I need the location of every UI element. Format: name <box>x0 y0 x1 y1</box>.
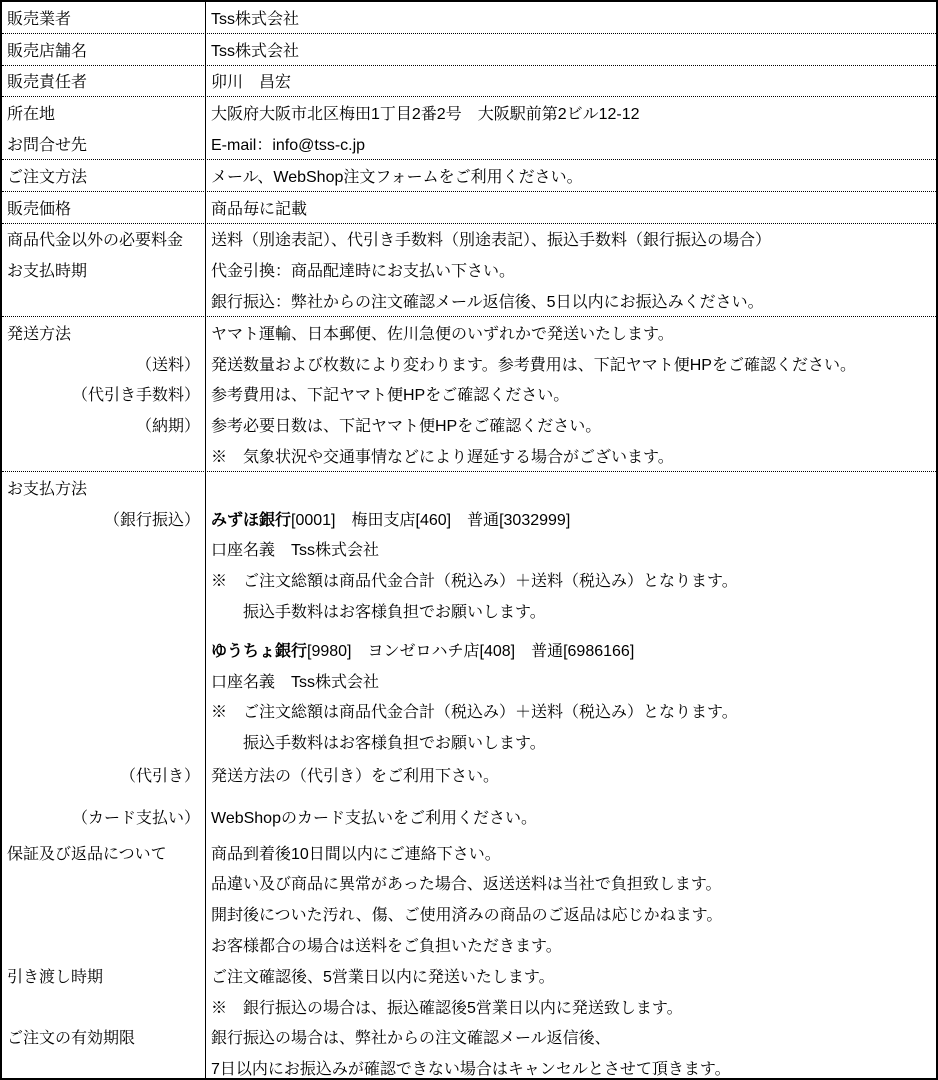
table-line <box>2 832 936 868</box>
value-text: ご注文確認後、5営業日以内に発送いたします。 <box>211 968 555 986</box>
value-text: 発送数量および枚数により変わります。参考費用は、下記ヤマト便HPをご確認ください。 <box>211 356 856 374</box>
label-cell <box>2 726 206 757</box>
label-cell <box>2 1052 206 1080</box>
label-cell <box>2 192 206 223</box>
table-line <box>2 254 936 285</box>
value-cell <box>206 696 936 727</box>
table-line <box>2 898 936 929</box>
table-row-shop-name <box>2 34 936 66</box>
table-row-warranty-returns <box>2 832 936 960</box>
value-cell <box>206 790 936 832</box>
value-cell <box>206 192 936 223</box>
table-line <box>2 929 936 960</box>
row-label: 販売責任者 <box>7 74 88 92</box>
label-cell <box>2 440 206 471</box>
table-line <box>2 2 936 33</box>
value-text: ※ ご注文総額は商品代金合計（税込み）＋送料（税込み）となります。 <box>211 573 738 591</box>
value-cell <box>206 960 936 991</box>
value-text: お客様都合の場合は送料をご負担いただきます。 <box>211 938 562 955</box>
label-cell <box>2 991 206 1022</box>
value-text: 大阪府大阪市北区梅田1丁目2番2号 大阪駅前第2ビル12-12 <box>211 106 640 124</box>
label-cell <box>2 564 206 595</box>
value-cell <box>206 409 936 440</box>
label-cell <box>2 409 206 440</box>
row-label: お支払方法 <box>7 480 88 498</box>
table-line <box>2 440 936 471</box>
value-text: 卯川 昌宏 <box>211 74 292 92</box>
value-text: 開封後についた汚れ、傷、ご使用済みの商品のご返品は応じかねます。 <box>211 907 723 925</box>
table-row-sales-manager <box>2 66 936 98</box>
value-cell <box>206 472 936 503</box>
table-line <box>2 626 936 665</box>
value-cell <box>206 348 936 379</box>
label-cell <box>2 960 206 991</box>
value-text: 代金引換：商品配達時にお支払い下さい。 <box>211 263 516 281</box>
table-row-delivery-time <box>2 960 936 1022</box>
row-label: （納期） <box>135 418 200 436</box>
value-cell <box>206 832 936 868</box>
value-cell <box>206 757 936 790</box>
value-cell <box>206 2 936 33</box>
value-cell <box>206 626 936 665</box>
table-line <box>2 317 936 348</box>
table-line <box>2 192 936 223</box>
value-text: WebShopのカード支払いをご利用ください。 <box>211 809 537 827</box>
table-row-order-method <box>2 160 936 192</box>
table-line <box>2 757 936 790</box>
label-cell <box>2 224 206 255</box>
value-cell <box>206 503 936 534</box>
row-label: お問合せ先 <box>7 137 88 155</box>
label-cell <box>2 898 206 929</box>
row-label: 発送方法 <box>7 325 72 343</box>
table-line <box>2 1052 936 1080</box>
table-line <box>2 503 936 534</box>
value-cell <box>206 595 936 626</box>
info-table <box>2 2 936 1080</box>
value-cell <box>206 1052 936 1080</box>
table-line <box>2 665 936 696</box>
table-line <box>2 534 936 565</box>
value-cell <box>206 440 936 471</box>
row-label: 販売価格 <box>7 200 72 218</box>
label-cell <box>2 160 206 191</box>
table-row-address-contact <box>2 97 936 160</box>
bank-name: みずほ銀行 <box>211 511 292 529</box>
table-row-payment-method <box>2 472 936 832</box>
label-cell <box>2 472 206 503</box>
table-row-shipping-method <box>2 317 936 472</box>
label-cell <box>2 696 206 727</box>
value-text: ヤマト運輸、日本郵便、佐川急便のいずれかで発送いたします。 <box>211 325 674 343</box>
label-cell <box>2 97 206 128</box>
value-text: メール、WebShop注文フォームをご利用ください。 <box>211 168 583 186</box>
table-line <box>2 34 936 65</box>
row-label: （銀行振込） <box>103 511 200 529</box>
value-cell <box>206 1022 936 1053</box>
value-cell <box>206 224 936 255</box>
label-cell <box>2 868 206 899</box>
table-line <box>2 66 936 97</box>
label-cell <box>2 665 206 696</box>
table-line <box>2 379 936 410</box>
table-line <box>2 595 936 626</box>
table-line <box>2 726 936 757</box>
value-text: ※ ご注文総額は商品代金合計（税込み）＋送料（税込み）となります。 <box>211 704 738 722</box>
table-line <box>2 285 936 316</box>
value-cell <box>206 991 936 1022</box>
label-cell <box>2 790 206 832</box>
row-label: ご注文の有効期限 <box>7 1030 136 1048</box>
row-label: ご注文方法 <box>7 168 88 186</box>
row-label: 保証及び返品について <box>7 845 167 863</box>
label-cell <box>2 757 206 790</box>
value-text: E-mail：info@tss-c.jp <box>211 137 366 155</box>
value-text: 発送方法の（代引き）をご利用下さい。 <box>211 768 500 786</box>
value-cell <box>206 160 936 191</box>
value-text: 7日以内にお振込みが確認できない場合はキャンセルとさせて頂きます。 <box>211 1061 731 1079</box>
value-text: 参考必要日数は、下記ヤマト便HPをご確認ください。 <box>211 418 602 436</box>
value-text: Tss株式会社 <box>211 42 300 60</box>
value-cell <box>206 929 936 960</box>
value-cell <box>206 317 936 348</box>
label-cell <box>2 929 206 960</box>
label-cell <box>2 595 206 626</box>
label-cell <box>2 285 206 316</box>
table-line <box>2 790 936 832</box>
label-cell <box>2 2 206 33</box>
row-label: （代引き手数料） <box>71 387 200 405</box>
value-text: 商品毎に記載 <box>211 200 308 218</box>
label-cell <box>2 66 206 97</box>
table-line <box>2 1022 936 1053</box>
label-cell <box>2 1022 206 1053</box>
value-text: ※ 銀行振込の場合は、振込確認後5営業日以内に発送致します。 <box>211 999 683 1017</box>
table-line <box>2 409 936 440</box>
row-label: 引き渡し時期 <box>7 968 104 986</box>
row-label: （カード支払い） <box>71 809 200 827</box>
value-text: 振込手数料はお客様負担でお願いします。 <box>211 735 546 753</box>
value-text: 口座名義 Tss株式会社 <box>211 542 380 560</box>
label-cell <box>2 534 206 565</box>
table-line <box>2 991 936 1022</box>
value-cell <box>206 97 936 128</box>
value-text: ※ 気象状況や交通事情などにより遅延する場合がございます。 <box>211 449 674 467</box>
row-label: （送料） <box>135 356 200 374</box>
label-cell <box>2 254 206 285</box>
value-cell <box>206 34 936 65</box>
label-cell <box>2 317 206 348</box>
row-label: お支払時期 <box>7 263 88 281</box>
value-cell <box>206 254 936 285</box>
table-line <box>2 348 936 379</box>
row-label: （代引き） <box>119 768 200 786</box>
label-cell <box>2 626 206 665</box>
table-line <box>2 128 936 159</box>
label-cell <box>2 348 206 379</box>
value-cell <box>206 868 936 899</box>
table-line <box>2 960 936 991</box>
row-label: 商品代金以外の必要料金 <box>7 232 184 250</box>
table-line <box>2 696 936 727</box>
table-line <box>2 97 936 128</box>
value-cell <box>206 898 936 929</box>
row-label: 販売業者 <box>7 10 72 28</box>
value-text: 銀行振込の場合は、弊社からの注文確認メール返信後、 <box>211 1030 611 1048</box>
bank-name: ゆうちょ銀行 <box>211 642 308 660</box>
value-text: Tss株式会社 <box>211 10 300 28</box>
value-cell <box>206 128 936 159</box>
table-line <box>2 564 936 595</box>
value-text: 振込手数料はお客様負担でお願いします。 <box>211 604 546 622</box>
value-cell <box>206 665 936 696</box>
value-text: [9980] ヨンゼロハチ店[408] 普通[6986166] <box>307 642 635 660</box>
row-label: 所在地 <box>7 106 56 124</box>
value-text: 参考費用は、下記ヤマト便HPをご確認ください。 <box>211 387 570 405</box>
value-cell <box>206 534 936 565</box>
label-cell <box>2 128 206 159</box>
row-label: 販売店舗名 <box>7 42 88 60</box>
value-cell <box>206 379 936 410</box>
value-cell <box>206 726 936 757</box>
value-cell <box>206 285 936 316</box>
table-line <box>2 160 936 191</box>
value-text: 銀行振込：弊社からの注文確認メール返信後、5日以内にお振込みください。 <box>211 294 764 312</box>
table-line <box>2 224 936 255</box>
table-row-additional-fees-payment-time <box>2 224 936 317</box>
label-cell <box>2 503 206 534</box>
table-row-price <box>2 192 936 224</box>
table-row-order-validity <box>2 1022 936 1080</box>
value-text: 口座名義 Tss株式会社 <box>211 673 380 691</box>
label-cell <box>2 832 206 868</box>
value-text: [0001] 梅田支店[460] 普通[3032999] <box>291 511 571 529</box>
label-cell <box>2 379 206 410</box>
value-text: 送料（別途表記）、代引き手数料（別途表記）、振込手数料（銀行振込の場合） <box>211 232 772 250</box>
table-row-seller <box>2 2 936 34</box>
table-line <box>2 868 936 899</box>
value-text: 品違い及び商品に異常があった場合、返送送料は当社で負担致します。 <box>211 876 722 894</box>
table-line <box>2 472 936 503</box>
value-text: 商品到着後10日間以内にご連絡下さい。 <box>211 845 501 863</box>
value-cell <box>206 66 936 97</box>
value-cell <box>206 564 936 595</box>
label-cell <box>2 34 206 65</box>
